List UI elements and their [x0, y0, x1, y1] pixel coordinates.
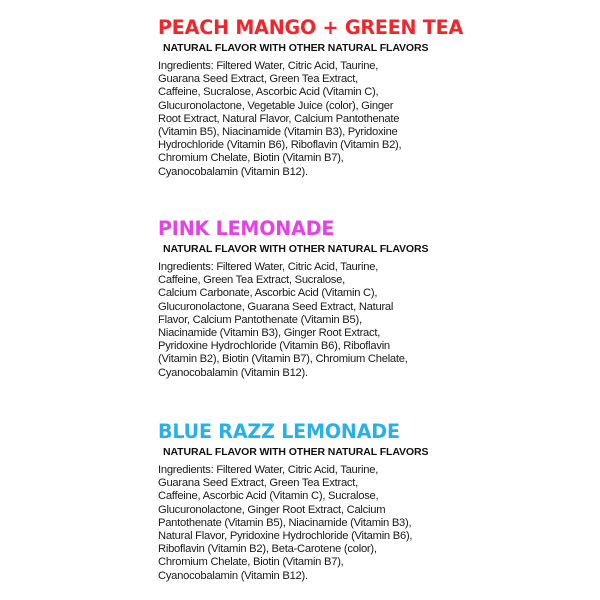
ingredients-line: Guarana Seed Extract, Green Tea Extract, — [158, 73, 358, 86]
flavor-subtitle: NATURAL FLAVOR WITH OTHER NATURAL FLAVORS — [163, 446, 429, 458]
ingredients-line: Cyanocobalamin (Vitamin B12). — [158, 569, 308, 582]
ingredients-line: (Vitamin B2), Biotin (Vitamin B7), Chromium Chelate, — [158, 353, 408, 366]
ingredients-line: Riboflavin (Vitamin B2), Beta-Carotene (color), — [158, 543, 377, 556]
ingredients-text — [158, 60, 588, 179]
ingredients-line: (Vitamin B5), Niacinamide (Vitamin B3), Pyridoxine — [158, 126, 398, 139]
ingredients-line: Caffeine, Ascorbic Acid (Vitamin C), Sucralose, — [158, 490, 379, 503]
flavor-subtitle: NATURAL FLAVOR WITH OTHER NATURAL FLAVORS — [163, 243, 429, 255]
flavor-title: BLUE RAZZ LEMONADE — [158, 420, 400, 443]
ingredients-text — [158, 464, 588, 583]
ingredients-line: Glucuronolactone, Ginger Root Extract, Calcium — [158, 503, 386, 516]
flavor-section-blue-razz-lemonade — [158, 421, 588, 583]
ingredients-line: Root Extract, Natural Flavor, Calcium Pantothenate — [158, 112, 400, 125]
ingredients-line: Ingredients: Filtered Water, Citric Acid, Taurine, — [158, 464, 379, 476]
ingredients-line: Calcium Carbonate, Ascorbic Acid (Vitamin C), — [158, 287, 378, 300]
ingredients-line: Niacinamide (Vitamin B3), Ginger Root Extract, — [158, 327, 381, 340]
ingredients-line: Natural Flavor, Pyridoxine Hydrochloride (Vitamin B6), — [158, 530, 413, 543]
flavor-title: PEACH MANGO + GREEN TEA — [158, 16, 464, 39]
ingredients-line: Guarana Seed Extract, Green Tea Extract, — [158, 477, 358, 490]
ingredients-line: Ingredients: Filtered Water, Citric Acid, Taurine, — [158, 261, 379, 273]
ingredients-line: Flavor, Calcium Pantothenate (Vitamin B5), — [158, 313, 362, 326]
ingredients-line: Ingredients: Filtered Water, Citric Acid, Taurine, — [158, 60, 379, 72]
ingredients-line: Pyridoxine Hydrochloride (Vitamin B6), Riboflavin — [158, 340, 390, 353]
ingredients-line: Caffeine, Sucralose, Ascorbic Acid (Vitamin C), — [158, 86, 379, 99]
ingredients-line: Pantothenate (Vitamin B5), Niacinamide (Vitamin B3), — [158, 516, 412, 529]
ingredients-line: Cyanocobalamin (Vitamin B12). — [158, 366, 308, 379]
ingredients-line: Hydrochloride (Vitamin B6), Riboflavin (Vitamin B2), — [158, 139, 402, 152]
ingredients-line: Chromium Chelate, Biotin (Vitamin B7), — [158, 152, 344, 165]
ingredients-text — [158, 261, 588, 380]
ingredients-line: Chromium Chelate, Biotin (Vitamin B7), — [158, 556, 344, 569]
ingredients-line: Glucuronolactone, Guarana Seed Extract, Natural — [158, 300, 394, 313]
flavor-section-pink-lemonade — [158, 218, 588, 380]
ingredients-line: Cyanocobalamin (Vitamin B12). — [158, 165, 308, 178]
flavor-subtitle: NATURAL FLAVOR WITH OTHER NATURAL FLAVORS — [163, 42, 429, 54]
ingredients-line: Glucuronolactone, Vegetable Juice (color), Ginger — [158, 99, 394, 112]
flavor-title: PINK LEMONADE — [158, 217, 335, 240]
ingredients-line: Caffeine, Green Tea Extract, Sucralose, — [158, 274, 345, 287]
flavor-section-peach-mango-green-tea — [158, 17, 588, 179]
